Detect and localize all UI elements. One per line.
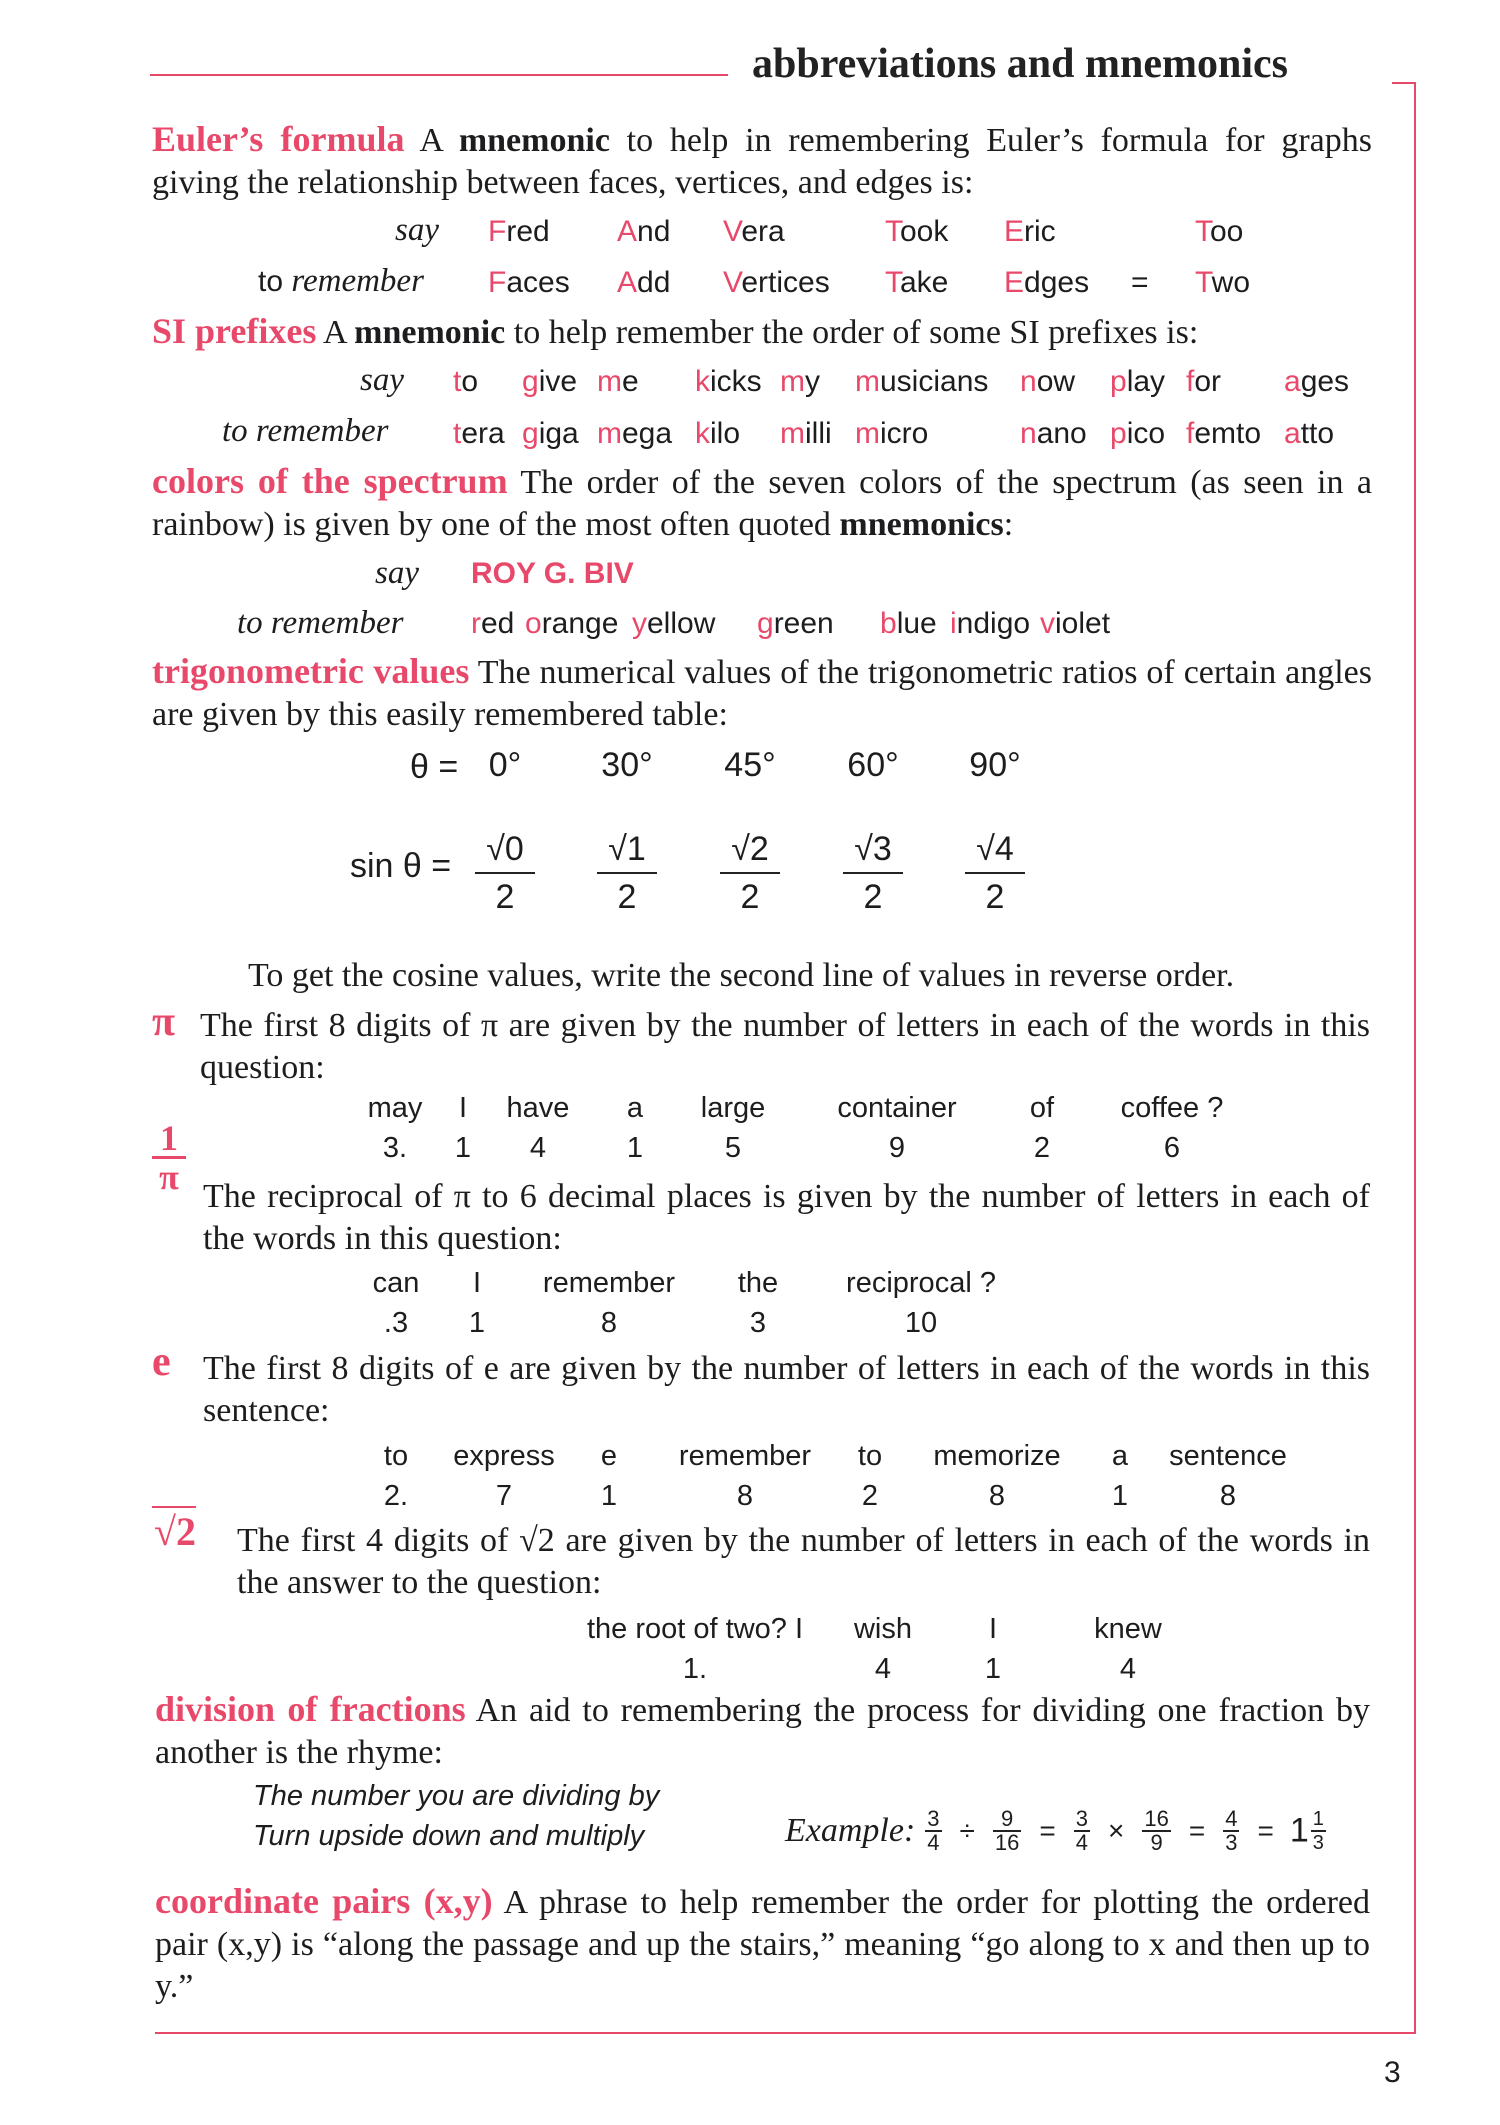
fraction: $\frac{3}{4}$ bbox=[927, 1806, 940, 1855]
digit-value: 1 bbox=[626, 1132, 644, 1164]
mnemonic-word: memorize bbox=[933, 1440, 1061, 1472]
si-term: SI prefixes bbox=[152, 311, 317, 351]
mnemonic-word: a bbox=[626, 1092, 644, 1124]
mnemonic-word: e bbox=[600, 1440, 618, 1472]
mnemonic-word: femto bbox=[1186, 417, 1262, 450]
mnemonic-word: Too bbox=[1195, 215, 1244, 248]
mnemonic-word: I bbox=[472, 1267, 482, 1299]
digit-value: 2. bbox=[383, 1480, 409, 1512]
mnemonic-word: express bbox=[453, 1440, 555, 1472]
mnemonic-word: give bbox=[522, 365, 578, 398]
euler-term: Euler’s formula bbox=[152, 119, 405, 159]
mnemonic-word: yellow bbox=[632, 607, 716, 640]
theta-label: θ = bbox=[410, 748, 459, 786]
division-term: division of fractions bbox=[155, 1689, 466, 1729]
sin-label: sin θ = bbox=[350, 847, 452, 885]
mnemonic-word: to bbox=[453, 365, 479, 398]
euler-equals: = bbox=[1131, 266, 1149, 299]
digit-value: 1 bbox=[1111, 1480, 1129, 1512]
spectrum-term: colors of the spectrum bbox=[152, 461, 508, 501]
mnemonic-word: Faces bbox=[488, 266, 570, 299]
mnemonic-word: tera bbox=[453, 417, 505, 450]
coord-section: coordinate pairs (x,y) A phrase to help remember the order for plotting the ordered pair (x,y) is “along the passage and up the stairs,” meaning “go along to x and then up to y.” bbox=[155, 1881, 1370, 2005]
si-remember-label: to remember bbox=[222, 413, 389, 449]
page-number: 3 bbox=[1384, 2056, 1401, 2089]
digit-value: 8 bbox=[736, 1480, 754, 1512]
sin-fraction: √3 2 bbox=[843, 828, 903, 918]
digit-value: 10 bbox=[904, 1307, 938, 1339]
mnemonic-word: violet bbox=[1040, 607, 1111, 640]
sqrt2-symbol: √2 bbox=[152, 1506, 196, 1555]
digit-value: 3 bbox=[749, 1307, 767, 1339]
mnemonic-word: Vertices bbox=[723, 266, 830, 299]
digit-value: 1 bbox=[454, 1132, 472, 1164]
mnemonic-word: orange bbox=[525, 607, 619, 640]
angle-value: 30° bbox=[601, 746, 653, 784]
digit-value: 1 bbox=[600, 1480, 618, 1512]
digit-value: 4 bbox=[529, 1132, 547, 1164]
digit-value: 2 bbox=[1033, 1132, 1051, 1164]
digit-value: 9 bbox=[888, 1132, 906, 1164]
mnemonic-word: And bbox=[617, 215, 671, 248]
mnemonic-word: can bbox=[372, 1267, 420, 1299]
digit-value: 5 bbox=[724, 1132, 742, 1164]
spectrum-section: colors of the spectrum The order of the seven colors of the spectrum (as seen in a rainbow) is given by one of the most often quoted mnemonics: bbox=[152, 461, 1372, 543]
fraction: $\frac{1}{3}$ bbox=[1312, 1808, 1324, 1854]
euler-text: to help in remembering Euler’s formula for graphs giving the relationship between faces, vertices, and edges is: bbox=[152, 122, 1372, 201]
mnemonic-word: play bbox=[1110, 365, 1166, 398]
angle-value: 90° bbox=[969, 746, 1021, 784]
sin-fraction: √1 2 bbox=[597, 828, 657, 918]
fraction: $\frac{9}{16}$ bbox=[994, 1806, 1020, 1855]
fraction: $\frac{3}{4}$ bbox=[1075, 1806, 1088, 1855]
roy-g-biv: ROY G. BIV bbox=[471, 557, 634, 590]
mnemonic-word: blue bbox=[880, 607, 937, 640]
mnemonic-word: milli bbox=[780, 417, 832, 450]
mnemonic-word: to bbox=[857, 1440, 883, 1472]
angle-value: 60° bbox=[847, 746, 899, 784]
footer-rule bbox=[155, 2032, 1416, 2034]
e-text: The first 8 digits of e are given by the number of letters in each of the words in this sentence: bbox=[203, 1350, 1370, 1429]
page-title: abbreviations and mnemonics bbox=[752, 41, 1288, 87]
digit-value: 4 bbox=[874, 1653, 892, 1685]
mnemonic-word: kicks bbox=[695, 365, 762, 398]
cosine-note: To get the cosine values, write the second line of values in reverse order. bbox=[248, 957, 1235, 994]
trig-term: trigonometric values bbox=[152, 651, 470, 691]
mnemonic-word: large bbox=[700, 1092, 766, 1124]
division-section: division of fractions An aid to remembering the process for dividing one fraction by another is the rhyme: bbox=[155, 1689, 1370, 1771]
digit-value: 6 bbox=[1163, 1132, 1181, 1164]
mnemonic-word: to bbox=[383, 1440, 409, 1472]
mnemonic-word: mega bbox=[597, 417, 673, 450]
pi-text: The first 8 digits of π are given by the number of letters in each of the words in this question: bbox=[200, 1007, 1370, 1086]
mnemonic-word: of bbox=[1029, 1092, 1055, 1124]
euler-remember-label: to remember bbox=[258, 263, 424, 299]
mnemonic-word: Took bbox=[885, 215, 949, 248]
mnemonic-word: mnemonic bbox=[458, 122, 610, 159]
e-symbol: e bbox=[152, 1339, 171, 1385]
mnemonic-word: the root of two? I bbox=[586, 1613, 804, 1645]
mnemonic-word: a bbox=[1111, 1440, 1129, 1472]
digit-value: 8 bbox=[1219, 1480, 1237, 1512]
mnemonic-word: the bbox=[737, 1267, 779, 1299]
mnemonic-word: Two bbox=[1195, 266, 1251, 299]
si-section: SI prefixes A mnemonic to help remember the order of some SI prefixes is: bbox=[152, 311, 1199, 351]
mnemonic-word: may bbox=[367, 1092, 423, 1124]
si-say-label: say bbox=[360, 362, 404, 398]
mnemonic-word: micro bbox=[855, 417, 929, 450]
mnemonic-word: knew bbox=[1094, 1613, 1162, 1645]
rhyme-line-2: Turn upside down and multiply bbox=[253, 1820, 645, 1852]
coord-term: coordinate pairs (x,y) bbox=[155, 1881, 493, 1921]
mnemonic-word: container bbox=[837, 1092, 957, 1124]
mnemonic-word: now bbox=[1020, 365, 1076, 398]
mnemonic-word: me bbox=[597, 365, 639, 398]
header-rule-right bbox=[1392, 82, 1416, 84]
mnemonic-word: have bbox=[506, 1092, 570, 1124]
mnemonic-word: coffee ? bbox=[1120, 1092, 1224, 1124]
digit-value: 1. bbox=[682, 1653, 708, 1685]
mnemonic-word: my bbox=[780, 365, 820, 398]
mnemonic-word: ages bbox=[1284, 365, 1350, 398]
sin-fraction: √4 2 bbox=[965, 828, 1025, 918]
mnemonic-word: Edges bbox=[1004, 266, 1090, 299]
mnemonic-word: I bbox=[988, 1613, 998, 1645]
mnemonic-word: for bbox=[1186, 365, 1222, 398]
mnemonic-word: wish bbox=[853, 1613, 913, 1645]
mnemonic-word: reciprocal ? bbox=[846, 1267, 996, 1299]
spectrum-say-label: say bbox=[375, 555, 419, 591]
mnemonic-word: Add bbox=[617, 266, 671, 299]
mnemonic-word: nano bbox=[1020, 417, 1087, 450]
example-label: Example: bbox=[785, 1812, 916, 1849]
fraction: $\frac{4}{3}$ bbox=[1225, 1806, 1238, 1855]
trig-section: trigonometric values The numerical values of the trigonometric ratios of certain angles are given by this easily remembered table: bbox=[152, 651, 1372, 733]
digit-value: 2 bbox=[861, 1480, 879, 1512]
mnemonic-word: I bbox=[458, 1092, 468, 1124]
spectrum-remember-label: to remember bbox=[237, 605, 404, 641]
digit-value: 8 bbox=[600, 1307, 618, 1339]
digit-value: .3 bbox=[383, 1307, 409, 1339]
right-border bbox=[1414, 82, 1416, 2034]
sqrt2-text: The first 4 digits of √2 are given by the number of letters in each of the words in the answer to the question: bbox=[237, 1522, 1370, 1601]
mnemonic-word: remember bbox=[678, 1440, 812, 1472]
mnemonic-word: Fred bbox=[488, 215, 550, 248]
angle-value: 45° bbox=[724, 746, 776, 784]
mnemonic-word: Take bbox=[885, 266, 949, 299]
sin-fraction: √2 2 bbox=[720, 828, 780, 918]
digit-value: 3. bbox=[382, 1132, 408, 1164]
digit-value: 1 bbox=[468, 1307, 486, 1339]
mnemonic-word: green bbox=[757, 607, 834, 640]
fraction: $\frac{16}{9}$ bbox=[1144, 1806, 1169, 1855]
mnemonic-word: pico bbox=[1110, 417, 1166, 450]
euler-say-label: say bbox=[395, 212, 439, 248]
mnemonic-word: Eric bbox=[1004, 215, 1056, 248]
mnemonic-word: remember bbox=[542, 1267, 676, 1299]
mnemonic-word: sentence bbox=[1169, 1440, 1287, 1472]
digit-value: 7 bbox=[495, 1480, 513, 1512]
mnemonic-word: Vera bbox=[723, 215, 785, 248]
mnemonic-word: red bbox=[471, 607, 515, 640]
euler-section: Euler’s formula A mnemonic to help in remembering Euler’s formula for graphs giving the relationship between faces, vertices, and edges is: bbox=[152, 119, 1372, 201]
mnemonic-word: giga bbox=[522, 417, 579, 450]
pi-symbol: π bbox=[152, 999, 176, 1045]
digit-value: 4 bbox=[1119, 1653, 1137, 1685]
angle-value: 0° bbox=[488, 746, 522, 784]
mnemonic-word: atto bbox=[1284, 417, 1335, 450]
division-example: Example: $\frac{3}{4}$ ÷ $\frac{9}{16}$ = $\frac{3}{4}$ × $\frac{16}{9}$ = $\frac{4}{3}$ = 1 $\frac{1}{3}$ bbox=[785, 1806, 1324, 1855]
header-rule-left bbox=[150, 74, 728, 76]
mnemonic-word: indigo bbox=[950, 607, 1031, 640]
mnemonic-word: kilo bbox=[695, 417, 741, 450]
sin-fraction: √0 2 bbox=[475, 828, 535, 918]
rhyme-line-1: The number you are dividing by bbox=[253, 1780, 660, 1812]
mnemonic-word: musicians bbox=[855, 365, 989, 398]
digit-value: 8 bbox=[988, 1480, 1006, 1512]
digit-value: 1 bbox=[984, 1653, 1002, 1685]
reciprocal-pi-symbol: 1 π bbox=[152, 1120, 186, 1195]
reciprocal-text: The reciprocal of π to 6 decimal places is given by the number of letters in each of the words in this question: bbox=[203, 1178, 1370, 1257]
